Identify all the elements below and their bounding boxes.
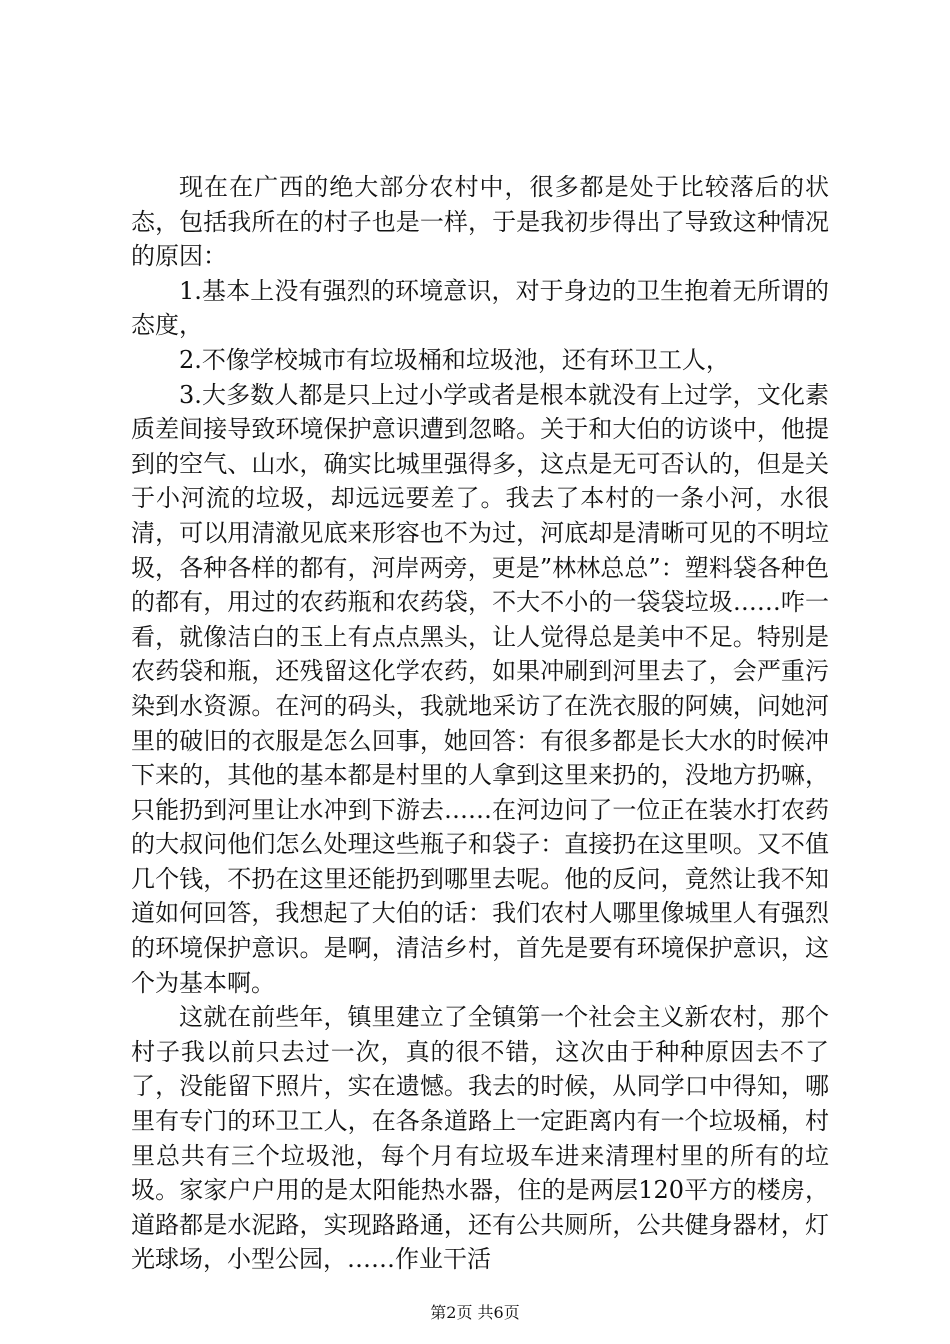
paragraph-intro: 现在在广西的绝大部分农村中，很多都是处于比较落后的状态，包括我所在的村子也是一样，于是我初步得出了导致这种情况的原因： <box>131 173 829 271</box>
list-item-1: 1.基本上没有强烈的环境意识，对于身边的卫生抱着无所谓的态度， <box>131 276 829 340</box>
list-item-3: 3.大多数人都是只上过小学或者是根本就没有上过学，文化素质差间接导致环境保护意识遭到忽略。关于和大伯的访谈中，他提到的空气、山水，确实比城里强得多，这点是无可否认的，但是关于小河流的垃圾，却远远要差了。我去了本村的一条小河，水很清，可以用清澈见底来形容也不为过，河底却是清晰可见的不明垃圾，各种各样的都有，河岸两旁，更是”林林总总”：塑料袋各种色的都有，用过的农药瓶和农药袋，不大不小的一袋袋垃圾……咋一看，就像洁白的玉上有点点黑头，让人觉得总是美中不足。特别是农药袋和瓶，还残留这化学农药，如果冲刷到河里去了，会严重污染到水资源。在河的码头，我就地采访了在洗衣服的阿姨，问她河里的破旧的衣服是怎么回事，她回答：有很多都是长大水的时候冲下来的，其他的基本都是村里的人拿到这里来扔的，没地方扔嘛，只能扔到河里让水冲到下游去……在河边问了一位正在装水打农药的大叔问他们怎么处理这些瓶子和袋子：直接扔在这里呗。又不值几个钱，不扔在这里还能扔到哪里去呢。他的反问，竟然让我不知道如何回答，我想起了大伯的话：我们农村人哪里像城里人有强烈的环境保护意识。是啊，清洁乡村，首先是要有环境保护意识，这个为基本啊。 <box>131 380 829 997</box>
list-item-2: 2.不像学校城市有垃圾桶和垃圾池，还有环卫工人， <box>179 345 730 374</box>
document-body <box>131 170 829 1277</box>
page-number: 第2页 共6页 <box>430 1303 520 1322</box>
paragraph-new-village: 这就在前些年，镇里建立了全镇第一个社会主义新农村，那个村子我以前只去过一次，真的很不错，这次由于种种原因去不了了，没能留下照片，实在遗憾。我去的时候，从同学口中得知，哪里有专门的环卫工人，在各条道路上一定距离内有一个垃圾桶，村里总共有三个垃圾池，每个月有垃圾车进来清理村里的所有的垃圾。家家户户用的是太阳能热水器，住的是两层120平方的楼房，道路都是水泥路，实现路路通，还有公共厕所，公共健身器材，灯光球场，小型公园，……作业干活 <box>131 1003 829 1274</box>
